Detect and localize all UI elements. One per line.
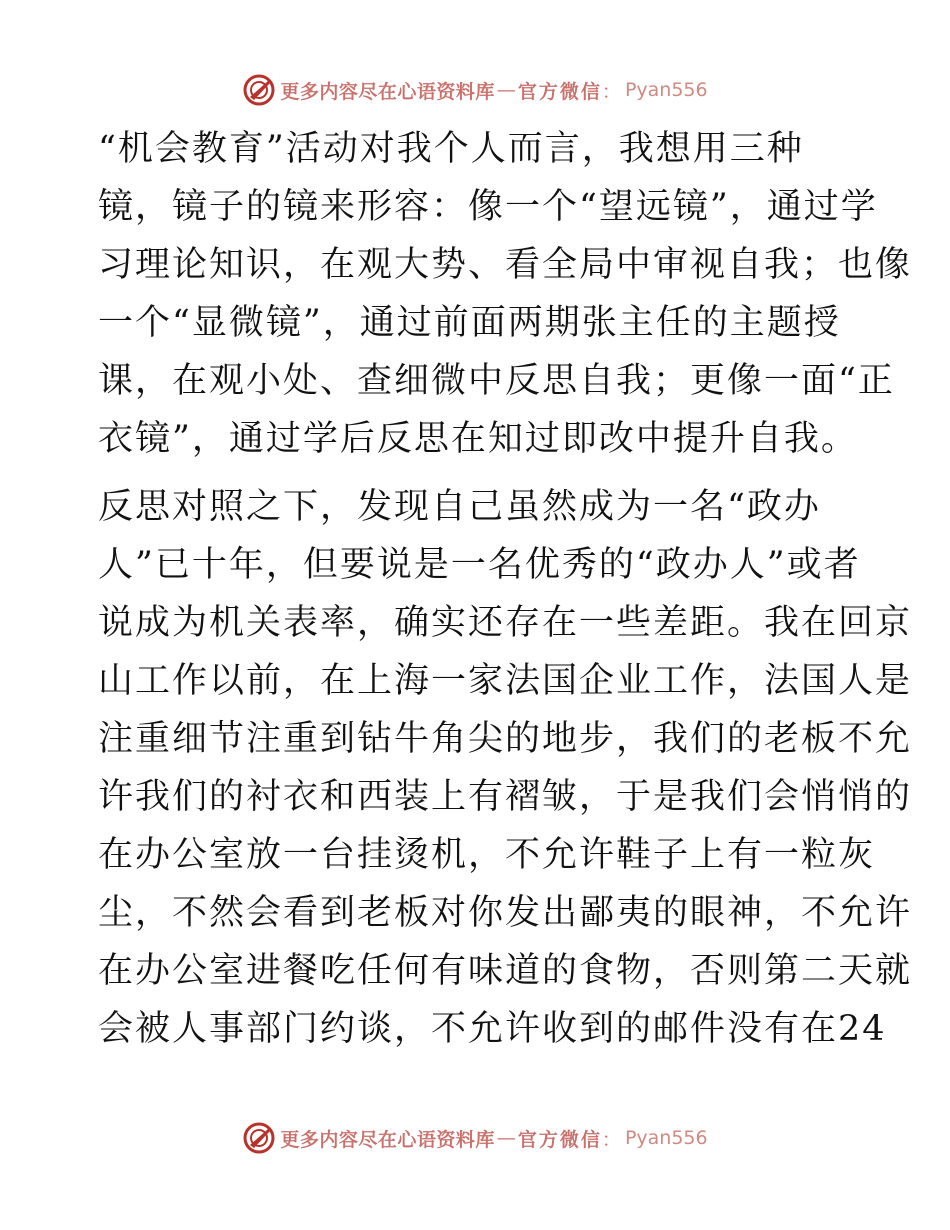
header-watermark — [0, 70, 950, 110]
watermark-colon: ： — [601, 80, 621, 103]
watermark-text: 更多内容尽在心语资料库 — [280, 80, 495, 103]
watermark-colon: ： — [601, 1128, 621, 1151]
text-line: 许我们的衬衣和西装上有褶皱，于是我们会悄悄的 — [98, 777, 913, 817]
watermark-logo-icon — [242, 1121, 276, 1155]
text-line: 在办公室进餐吃任何有味道的食物，否则第二天就 — [98, 951, 913, 991]
paragraph-2 — [98, 478, 913, 1058]
watermark-wechat-id: Pyan556 — [624, 79, 708, 101]
watermark-dash: — — [496, 1127, 516, 1149]
watermark-logo-icon — [242, 73, 276, 107]
text-line: “机会教育”活动对我个人而言，我想用三种 — [98, 129, 804, 169]
text-line: 镜，镜子的镜来形容：像一个“望远镜”，通过学 — [98, 187, 878, 227]
text-line: 尘，不然会看到老板对你发出鄙夷的眼神，不允许 — [98, 893, 913, 933]
text-line: 山工作以前，在上海一家法国企业工作，法国人是 — [98, 661, 913, 701]
watermark-wechat-id: Pyan556 — [624, 1127, 708, 1149]
text-line: 说成为机关表率，确实还存在一些差距。我在回京 — [98, 603, 913, 643]
paragraph-1 — [98, 120, 913, 468]
footer-watermark — [0, 1118, 950, 1158]
text-line: 注重细节注重到钻牛角尖的地步，我们的老板不允 — [98, 719, 913, 759]
text-line: 人”已十年，但要说是一名优秀的“政办人”或者 — [98, 545, 861, 585]
text-line: 习理论知识，在观大势、看全局中审视自我；也像 — [98, 245, 913, 285]
watermark-subtitle: 官方微信 — [517, 1128, 602, 1151]
text-line: 一个“显微镜”，通过前面两期张主任的主题授 — [98, 303, 841, 343]
watermark-text: 更多内容尽在心语资料库 — [280, 1128, 495, 1151]
text-line: 衣镜”，通过学后反思在知过即改中提升自我。 — [98, 419, 858, 459]
text-line: 会被人事部门约谈，不允许收到的邮件没有在24 — [98, 1009, 887, 1049]
watermark-dash: — — [496, 79, 516, 101]
text-line: 在办公室放一台挂烫机，不允许鞋子上有一粒灰 — [98, 835, 876, 875]
document-body — [98, 120, 913, 1058]
text-line: 课，在观小处、查细微中反思自我；更像一面“正 — [98, 361, 895, 401]
text-line: 反思对照之下，发现自己虽然成为一名“政办 — [98, 487, 821, 527]
watermark-subtitle: 官方微信 — [517, 80, 602, 103]
